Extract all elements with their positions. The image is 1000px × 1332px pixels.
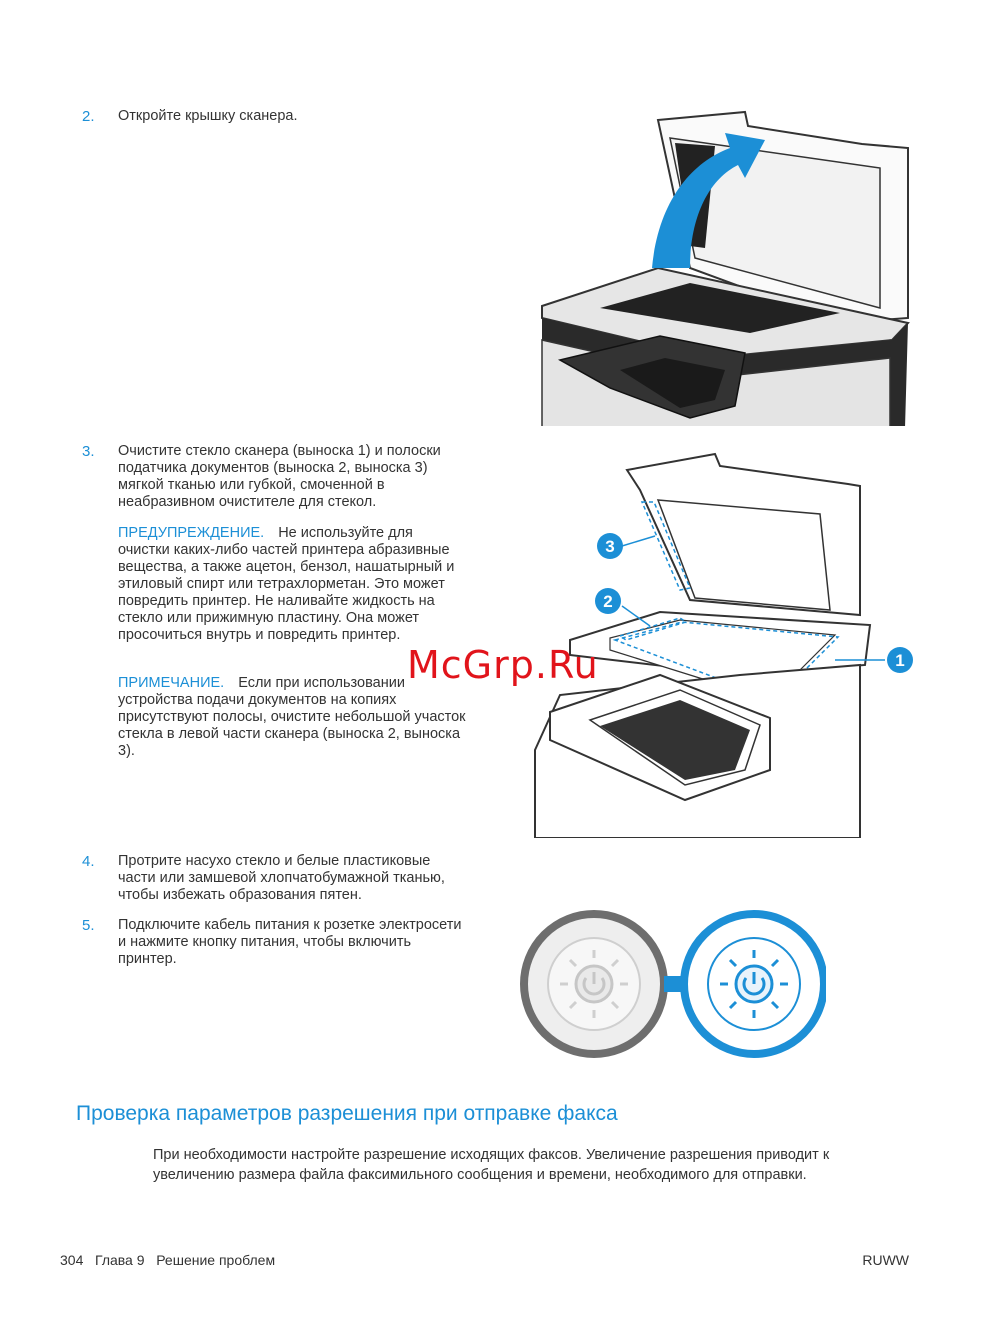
note-text: Если при использовании устройства подачи документов на копиях присутствуют полосы, очистите небольшой участок стекла в левой части сканера (выноска 2, выноска 3). — [118, 675, 466, 759]
step-number: 5. — [82, 917, 95, 934]
warning-label: ПРЕДУПРЕЖДЕНИЕ. — [118, 525, 265, 541]
note-label: ПРИМЕЧАНИЕ. — [118, 675, 225, 691]
step-text: Очистите стекло сканера (выноска 1) и полоски податчика документов (выноска 2, выноска 3) мягкой тканью или губкой, смоченной в неабразивном очистителе для стекол. — [118, 443, 441, 510]
step-text: Откройте крышку сканера. — [118, 108, 298, 124]
step-number: 2. — [82, 108, 95, 125]
scanner-open-lid-illustration — [540, 108, 912, 426]
power-button-illustration — [520, 908, 826, 1062]
note-block — [118, 675, 468, 760]
footer-left — [60, 1252, 275, 1268]
page-number: 304 — [60, 1252, 84, 1268]
section-title: Проверка параметров разрешения при отправке факса — [76, 1102, 618, 1125]
step-text: Протрите насухо стекло и белые пластиковые части или замшевой хлопчатобумажной тканью, чтобы избежать образования пятен. — [118, 853, 445, 903]
watermark: McGrp.Ru — [407, 643, 599, 687]
callout-3-label: 3 — [605, 537, 615, 556]
callout-1-label: 1 — [895, 651, 905, 670]
step-number: 4. — [82, 853, 95, 870]
step-text: Подключите кабель питания к розетке электросети и нажмите кнопку питания, чтобы включить принтер. — [118, 917, 462, 967]
warning-block — [118, 525, 468, 644]
chapter-title: Решение проблем — [156, 1252, 276, 1268]
step-number: 3. — [82, 443, 95, 460]
section-body: При необходимости настройте разрешение исходящих факсов. Увеличение разрешения приводит к увеличению размера файла факсимильного сообщения и времени, необходимого для отправки. — [153, 1147, 830, 1183]
chapter-label: Глава 9 — [95, 1252, 145, 1268]
callout-2-label: 2 — [603, 592, 613, 611]
warning-text: Не используйте для очистки каких-либо частей принтера абразивные вещества, а также ацетон, бензол, нашатырный и этиловый спирт или тетрахлорметан. Это может повредить принтер. Не наливайте жидкость на стекло или прижимную пластину. Она может просочиться внутрь и повредить принтер. — [118, 525, 455, 643]
footer-right: RUWW — [862, 1252, 909, 1268]
